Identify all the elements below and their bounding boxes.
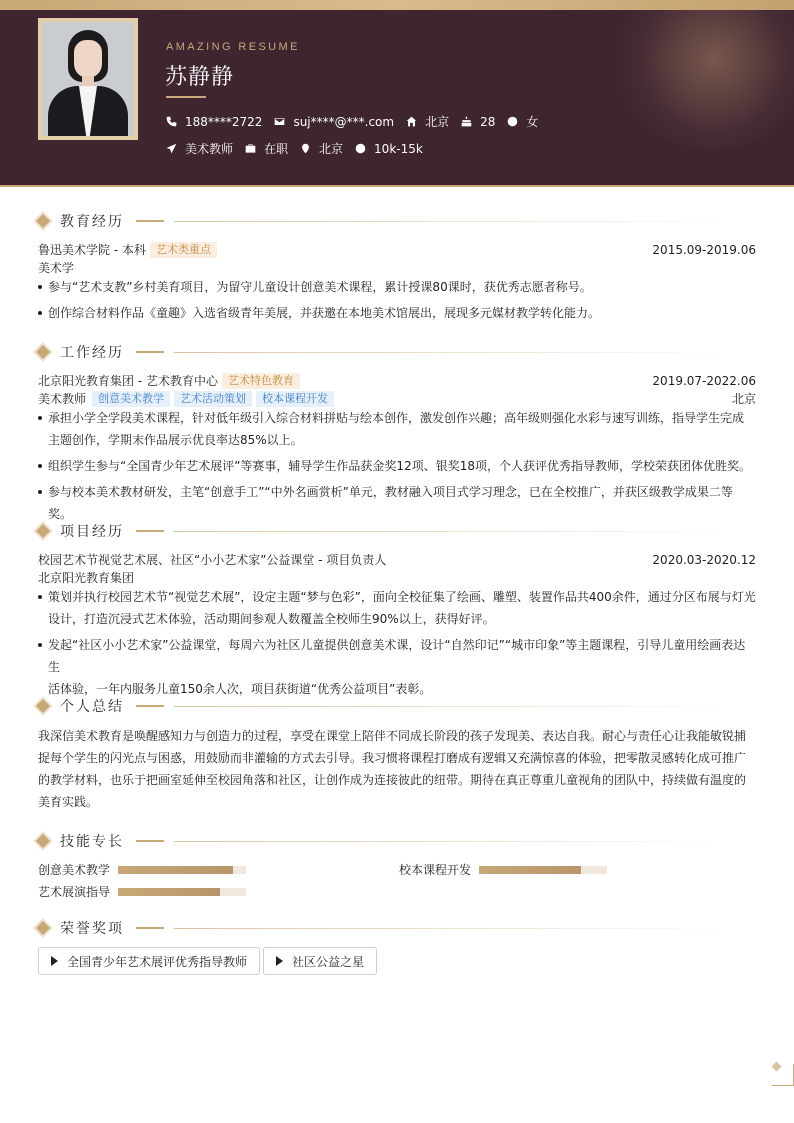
work-header-row <box>38 372 756 389</box>
section-education-title: 教育经历 <box>38 212 734 230</box>
skill-bar-fill <box>479 866 581 874</box>
hometown-text: 北京 <box>425 115 450 129</box>
award-badge: 全国青少年艺术展评优秀指导教师 <box>38 947 260 975</box>
diamond-icon <box>36 345 50 359</box>
job-target-text: 美术教师 <box>185 142 234 156</box>
work-dates: 2019.07-2022.06 <box>652 373 756 388</box>
company-name: 北京阳光教育集团 - 艺术教育中心 <box>38 374 218 388</box>
skill-name: 创意美术教学 <box>38 863 111 877</box>
project-header-row <box>38 551 756 568</box>
section-project-title: 项目经历 <box>38 522 734 540</box>
project-org: 北京阳光教育集团 <box>38 571 135 585</box>
work-bullet: 参与校本美术教材研发，主笔“创意手工”“中外名画赏析”单元，教材融入项目式学习理念，已在全校推广，并获区级教学成果二等奖。 <box>38 481 756 525</box>
skill-tag: 创意美术教学 <box>92 391 170 407</box>
email-text: suj****@***.com <box>293 114 395 129</box>
project-bullet: 策划并执行校园艺术节“视觉艺术展”，设定主题“梦与色彩”，面向全校征集了绘画、雕塑、装置作品共400余件，通过分区布展与灯光 设计，打造沉浸式艺术体验，活动期间参观人数覆盖全校师生90%以上，获得好评。 <box>38 586 756 630</box>
project-dates: 2020.03-2020.12 <box>652 552 756 567</box>
salary-text: 10k-15k <box>374 141 423 156</box>
age-text: 28 <box>480 114 496 129</box>
avatar <box>38 18 138 140</box>
contact-row <box>166 113 550 130</box>
city-info <box>300 140 343 157</box>
email-info <box>274 115 394 129</box>
job-intent-row <box>166 140 435 157</box>
status-text: 在职 <box>264 142 289 156</box>
phone-info <box>166 115 262 129</box>
location-icon <box>300 143 311 154</box>
project-name: 校园艺术节视觉艺术展、社区“小小艺术家”公益课堂 - 项目负责人 <box>38 553 387 567</box>
name-underline <box>166 96 206 98</box>
work-bullet: 承担小学全学段美术课程，针对低年级引入综合材料拼贴与绘本创作，激发创作兴趣；高年级则强化水彩与速写训练，指导学生完成 主题创作，学期末作品展示优良率达85%以上。 <box>38 407 756 451</box>
age-info <box>461 115 495 129</box>
school-tag: 艺术类重点 <box>150 242 217 258</box>
work-location: 北京 <box>731 392 756 406</box>
section-summary-title: 个人总结 <box>38 697 734 715</box>
skill-item <box>38 861 246 878</box>
skill-bar <box>118 888 246 896</box>
send-icon <box>166 143 177 154</box>
skill-bar-fill <box>118 866 233 874</box>
project-bullet: 发起“社区小小艺术家”公益课堂，每周六为社区儿童提供创意美术课，设计“自然印记”“城市印象”等主题课程，引导儿童用绘画表达生 活体验，一年内服务儿童150余人次，项目获街道“优秀公益项目”表彰。 <box>38 634 756 700</box>
diamond-icon <box>36 524 50 538</box>
education-dates: 2015.09-2019.06 <box>652 242 756 257</box>
gender-text: 女 <box>526 115 539 129</box>
skill-name: 艺术展演指导 <box>38 885 111 899</box>
section-work-title: 工作经历 <box>38 343 734 361</box>
diamond-icon <box>36 699 50 713</box>
skill-name: 校本课程开发 <box>399 863 472 877</box>
skill-item <box>399 861 607 878</box>
diamond-icon <box>36 834 50 848</box>
section-awards-title: 荣誉奖项 <box>38 919 734 937</box>
status-info <box>245 140 288 157</box>
top-accent-band <box>0 0 794 10</box>
work-bullet: 组织学生参与“全国青少年艺术展评”等赛事，辅导学生作品获金奖12项、银奖18项，个人获评优秀指导教师，学校荣获团体优胜奖。 <box>38 455 756 477</box>
city-text: 北京 <box>319 142 344 156</box>
education-bullet: 创作综合材料作品《童趣》入选省级青年美展，并获邀在本地美术馆展出，展现多元媒材教学转化能力。 <box>38 302 756 324</box>
play-triangle-icon <box>51 956 58 966</box>
cake-icon <box>461 116 472 127</box>
education-bullet: 参与“艺术支教”乡村美育项目，为留守儿童设计创意美术课程，累计授课80课时，获优秀志愿者称号。 <box>38 276 756 298</box>
diamond-icon <box>36 214 50 228</box>
education-major: 美术学 <box>38 261 75 275</box>
award-badge: 社区公益之星 <box>263 947 377 975</box>
skill-tag: 艺术活动策划 <box>174 391 252 407</box>
gender-info <box>507 113 538 130</box>
section-skills-title: 技能专长 <box>38 832 734 850</box>
mail-icon <box>274 116 285 127</box>
face-icon <box>507 116 518 127</box>
education-header-row <box>38 241 756 258</box>
play-triangle-icon <box>276 956 283 966</box>
work-title-row <box>38 390 756 407</box>
resume-subtitle: AMAZING RESUME <box>166 41 300 53</box>
company-tag: 艺术特色教育 <box>222 373 300 389</box>
job-target-info <box>166 140 233 157</box>
school-name: 鲁迅美术学院 - 本科 <box>38 243 146 257</box>
money-icon <box>355 143 366 154</box>
salary-info <box>355 142 423 156</box>
skill-tag: 校本课程开发 <box>256 391 334 407</box>
header-divider <box>0 185 794 187</box>
home-icon <box>406 116 417 127</box>
header-glow-decoration <box>614 10 794 150</box>
phone-text: 188****2722 <box>185 114 263 129</box>
skill-bar <box>479 866 607 874</box>
skill-bar-fill <box>118 888 220 896</box>
hometown-info <box>406 113 449 130</box>
candidate-name: 苏静静 <box>165 65 235 90</box>
briefcase-icon <box>245 143 256 154</box>
job-title: 美术教师 <box>38 392 87 406</box>
portrait-photo <box>42 22 134 136</box>
phone-icon <box>166 116 177 127</box>
diamond-icon <box>36 921 50 935</box>
skill-item <box>38 883 246 900</box>
summary-text: 我深信美术教育是唤醒感知力与创造力的过程，享受在课堂上陪伴不同成长阶段的孩子发现美、表达自我。耐心与责任心让我能敏锐捕 捉每个学生的闪光点与困惑，用鼓励而非灌输的方式去引导。我习惯将课程打磨成有逻辑又充满惊喜的体验，把零散灵感转化成可推广 的教学材料，也乐于把画室延伸至校园角落和社区，让创作成为连接彼此的纽带。期待在真正尊重儿童视角的团队中，持续做有温度的 美育实践。 <box>38 729 747 809</box>
skill-bar <box>118 866 246 874</box>
